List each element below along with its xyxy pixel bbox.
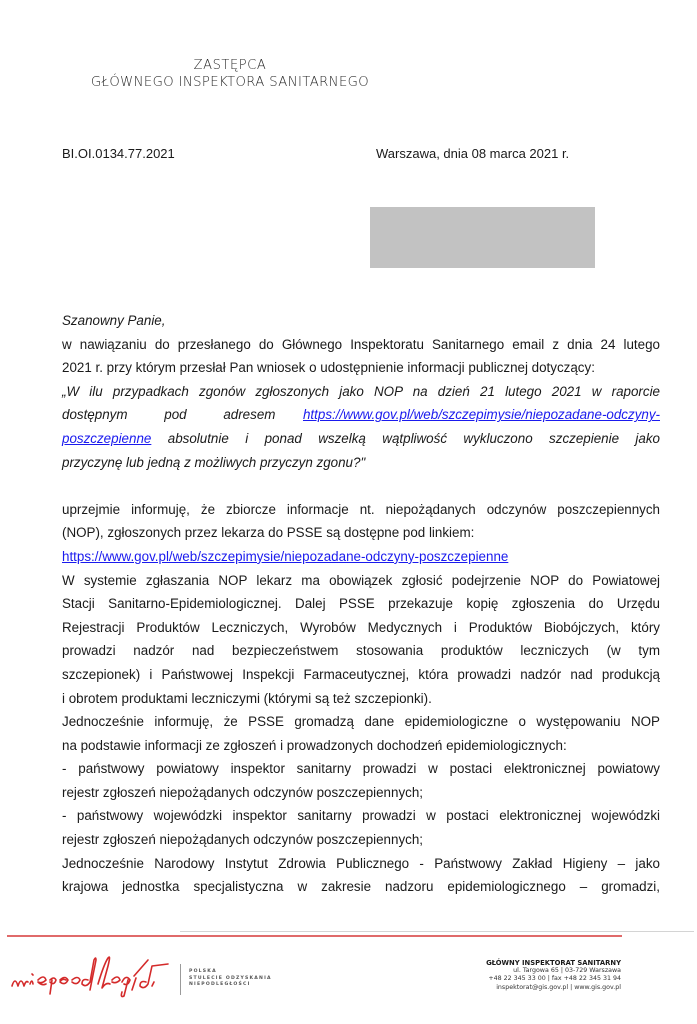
para2-line-5: szczepionek) i Państwowej Inspekcji Farmaceutycznej, która prowadzi nadzór nad produkcją [62, 666, 660, 682]
gis-contact-block [486, 959, 621, 992]
centenary-line-1: POLSKA [189, 969, 217, 974]
para2-line-6: i obrotem produktami leczniczymi (którymi są też szczepionki). [62, 690, 432, 706]
centenary-line-2: STULECIE ODZYSKANIA [189, 975, 272, 981]
quote-line-2-text: dostępnym pod adresem [62, 407, 303, 423]
intro-line-1: w nawiązaniu do przesłanego do Głównego Inspektoratu Sanitarnego email z dnia 24 lutego [62, 336, 660, 352]
centenary-label [189, 969, 272, 989]
reference-number: BI.OI.0134.77.2021 [62, 146, 175, 161]
bullet2-line-2: rejestr zgłoszeń niepożądanych odczynów poszczepiennych; [62, 832, 424, 848]
gis-name: GŁÓWNY INSPEKTORAT SANITARNY [486, 959, 621, 967]
nop-report-link[interactable]: https://www.gov.pl/web/szczepimysie/niepozadane-odczyny-poszczepienne [62, 548, 509, 564]
quote-line-1: „W ilu przypadkach zgonów zgłoszonych jako NOP na dzień 21 lutego 2021 w raporcie [62, 383, 660, 399]
quote-line-4: przyczynę lub jedną z możliwych przyczyn zgonu?" [62, 454, 366, 470]
footer-divider-red [7, 935, 622, 937]
intro-line-2: 2021 r. przy którym przesłał Pan wniosek o udostępnienie informacji publicznej dotyczący: [62, 360, 595, 376]
gis-phone: +48 22 345 33 00 | fax +48 22 345 31 94 [488, 975, 621, 983]
para2-line-3: Rejestracji Produktów Leczniczych, Wyrobów Medycznych i Produktów Biobójczych, który [62, 619, 660, 635]
header-title-line1: ZASTĘPCA [193, 58, 267, 73]
quote-link[interactable]: https://www.gov.pl/web/szczepimysie/niepozadane-odczyny- [302, 407, 660, 423]
footer-divider-gray [180, 931, 694, 932]
quote-line-3-text: absolutnie i ponad wszelką wątpliwość wykluczono szczepienie jako [151, 430, 660, 446]
letter-body [62, 309, 660, 899]
footer-logo-divider [180, 964, 181, 995]
header-title-line2: GŁÓWNEGO INSPEKTORA SANITARNEGO [90, 75, 370, 90]
gis-address: ul. Targowa 65 | 03-729 Warszawa [513, 967, 621, 975]
niepodlegla-logo-icon [8, 950, 173, 998]
gis-web: inspektorat@gis.gov.pl | www.gis.gov.pl [496, 983, 621, 991]
bullet2-line-1: - państwowy wojewódzki inspektor sanitarny prowadzi w postaci elektronicznej wojewódzki [62, 808, 660, 824]
para1-line-1: uprzejmie informuję, że zbiorcze informacje nt. niepożądanych odczynów poszczepiennych [62, 501, 660, 517]
para3-line-2: na podstawie informacji ze zgłoszeń i prowadzonych dochodzeń epidemiologicznych: [62, 737, 567, 753]
para2-line-1: W systemie zgłaszania NOP lekarz ma obowiązek zgłosić podejrzenie NOP do Powiatowej [62, 572, 660, 588]
para2-line-4: prowadzi nadzór nad bezpieczeństwem stosowania produktów leczniczych (w tym [62, 643, 660, 659]
bullet1-line-1: - państwowy powiatowy inspektor sanitarny prowadzi w postaci elektronicznej powiatowy [62, 761, 660, 777]
spacer [62, 474, 660, 498]
quote-line-2 [62, 403, 660, 427]
date-line: Warszawa, dnia 08 marca 2021 r. [376, 146, 570, 161]
para4-line-1: Jednocześnie Narodowy Instytut Zdrowia Publicznego - Państwowy Zakład Higieny – jako [62, 855, 660, 871]
salutation: Szanowny Panie, [62, 313, 166, 328]
para3-line-1: Jednocześnie informuję, że PSSE gromadzą dane epidemiologiczne o występowaniu NOP [62, 714, 660, 730]
quote-link-continued[interactable]: poszczepienne [62, 430, 152, 446]
centenary-line-3: NIEPODLEGŁOŚCI [189, 982, 251, 987]
redacted-recipient-block [370, 207, 595, 268]
para1-line-2: (NOP), zgłoszonych przez lekarza do PSSE są dostępne pod linkiem: [62, 525, 475, 541]
bullet1-line-2: rejestr zgłoszeń niepożądanych odczynów poszczepiennych; [62, 784, 424, 800]
para4-line-2: krajowa jednostka specjalistyczna w zakresie nadzoru epidemiologicznego – gromadzi, [62, 879, 660, 895]
quote-line-3 [62, 427, 660, 451]
para2-line-2: Stacji Sanitarno-Epidemiologicznej. Dalej PSSE przekazuje kopię zgłoszenia do Urzędu [62, 596, 660, 612]
